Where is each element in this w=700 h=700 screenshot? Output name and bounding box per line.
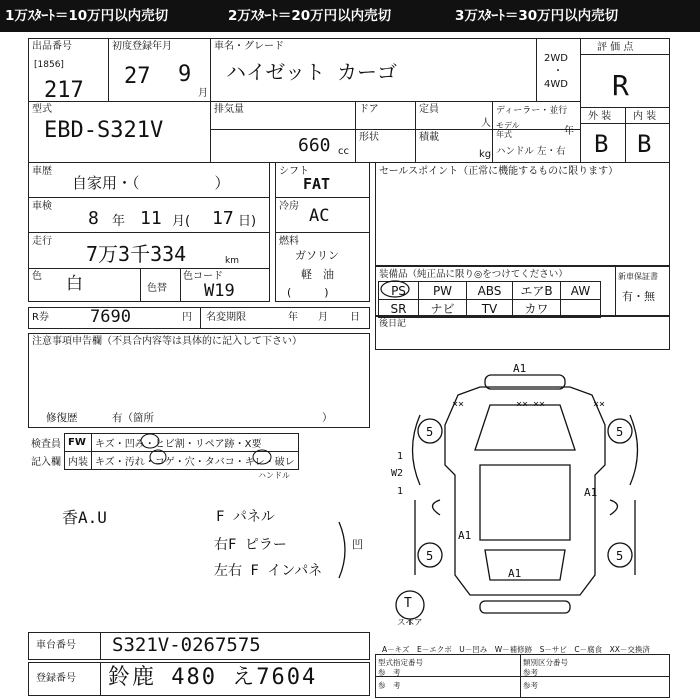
remark-line-4: 左右 F インパネ: [214, 563, 323, 579]
lot-label: 出品番号: [32, 41, 72, 52]
left-mirror: [433, 500, 441, 515]
windshield: [475, 405, 575, 450]
lot-sub: [1856]: [34, 60, 64, 70]
tire-front-right: 5: [616, 425, 624, 439]
fw-items: キズ・凹み・ヒビ割・リペア跡・X要: [92, 434, 299, 452]
equip-abs[interactable]: ABS: [467, 282, 513, 300]
new-warranty-label: 新車保証書: [618, 272, 658, 281]
shift-label: シフト: [279, 166, 309, 177]
reg-month: 9: [178, 62, 192, 87]
damage-a1-left: A1: [458, 529, 472, 542]
rear-window: [485, 550, 565, 580]
tire-front-left: 5: [426, 425, 434, 439]
remark-line-1: 香A.U: [62, 508, 107, 527]
spare-mark: T: [404, 596, 412, 611]
damage-xx-3: ××: [533, 399, 546, 410]
roof-panel: [480, 465, 570, 540]
displacement-value: 660: [298, 135, 331, 156]
fuel-paren: ( ): [287, 286, 329, 299]
shift-value: FAT: [303, 175, 331, 193]
damage-a1-right: A1: [584, 486, 598, 499]
name-change-label: 名変期限: [206, 312, 246, 323]
year-unit: 年: [564, 126, 574, 137]
shaken-year: 8: [88, 208, 99, 229]
equipment-table: [378, 281, 601, 318]
capacity-unit: 人: [481, 118, 491, 129]
plate-label: 登録番号: [36, 673, 76, 684]
color-label: 色: [32, 271, 42, 282]
load-label: 積載: [419, 132, 439, 143]
modelyear-label: モデル: [496, 121, 520, 130]
remark-line-2: F パネル: [216, 509, 275, 525]
spec-ref-4: 参考: [523, 681, 538, 690]
reg-year: 27: [124, 64, 151, 89]
fw-label: FW: [65, 434, 92, 452]
interior-items: キズ・汚れ・コゲ・穴・タバコ・キレ・破レ: [92, 452, 299, 470]
chassis-number: S321V-0267575: [112, 634, 261, 656]
reg-month-unit: 月: [198, 88, 208, 99]
recycle-label: R券: [32, 312, 49, 323]
model-label: 型式: [32, 104, 52, 115]
name-change-year-unit: 年: [288, 312, 298, 323]
score-value: R: [612, 69, 629, 102]
handle-note: ハンドル: [258, 471, 290, 480]
recycle-value: 7690: [90, 307, 131, 327]
car-body-outline: [445, 387, 605, 595]
interior-grade: B: [637, 130, 652, 158]
inspector-label: 検査員: [31, 439, 61, 450]
ps-circle-mark: [379, 279, 411, 299]
fuel-label: 燃料: [279, 236, 299, 247]
ac-label: 冷房: [279, 201, 299, 212]
interior-label: 内 装: [633, 111, 657, 122]
ac-value: AC: [309, 206, 330, 226]
car-name: ハイゼット カーゴ: [226, 60, 398, 84]
mileage-value: 7万3千334: [86, 242, 187, 266]
equipment-label: 装備品（純正品に限り◎をつけてください）: [379, 269, 568, 280]
damage-w2: W2: [391, 468, 404, 479]
name-label: 車名・グレード: [214, 41, 284, 52]
mileage-unit: km: [225, 256, 239, 266]
banner-item-2: 2万ｽﾀｰﾄ＝20万円以内売切: [228, 8, 392, 24]
right-mirror: [610, 500, 618, 515]
capacity-label: 定員: [419, 104, 439, 115]
handle-label: ハンドル 左・右: [496, 146, 566, 157]
equip-pw[interactable]: PW: [419, 282, 467, 300]
tire-rear-right: 5: [616, 549, 624, 563]
spec-ref-3: 参 考: [378, 681, 401, 690]
damage-xx-2: ××: [516, 399, 529, 410]
spec-type-label: 型式指定番号: [378, 658, 423, 667]
sales-point-block: [375, 162, 670, 266]
shaken-day: 17: [212, 208, 234, 229]
shaken-year-unit: 年: [112, 214, 126, 229]
model-value: EBD-S321V: [44, 118, 164, 143]
equip-tv[interactable]: TV: [467, 300, 513, 318]
color-value: 白: [66, 274, 83, 294]
chassis-label: 車台番号: [36, 640, 76, 651]
rear-bumper: [480, 601, 570, 613]
recycle-unit: 円: [182, 312, 192, 323]
damage-a1-top: A1: [513, 362, 527, 375]
color-code-value: W19: [204, 281, 235, 301]
history-label: 車歴: [32, 166, 52, 177]
remark-bracket-note: 凹: [352, 538, 363, 551]
equip-navi[interactable]: ナビ: [419, 300, 467, 318]
new-warranty-value[interactable]: 有・無: [622, 290, 655, 303]
shaken-label: 車検: [32, 201, 52, 212]
drive-4wd[interactable]: 4WD: [544, 79, 568, 90]
displacement-unit: cc: [338, 146, 349, 157]
history-value: 自家用・（ ）: [72, 174, 230, 192]
spec-ref-2: 参考: [523, 668, 538, 677]
color-code-label: 色コード: [183, 271, 223, 282]
tire-rear-left: 5: [426, 549, 434, 563]
lot-number: 217: [44, 78, 84, 103]
inspection-circle-marks: [130, 432, 290, 468]
banner-item-3: 3万ｽﾀｰﾄ＝30万円以内売切: [455, 8, 619, 24]
name-change-day-unit: 日: [350, 312, 360, 323]
door-label: ドア: [359, 104, 379, 115]
spec-class-label: 類別区分番号: [523, 658, 568, 667]
conditions-banner: [0, 0, 700, 32]
equip-aw[interactable]: AW: [561, 282, 601, 300]
equip-ps[interactable]: PS: [379, 282, 419, 300]
fuel-diesel: 軽 油: [301, 268, 334, 281]
interior-row-label: 内装: [65, 452, 92, 470]
load-unit: kg: [479, 149, 492, 160]
damage-a1-bottom: A1: [508, 567, 522, 580]
shaken-day-unit: 日): [238, 214, 257, 229]
drive-2wd[interactable]: 2WD: [544, 53, 568, 64]
entry-label: 記入欄: [31, 457, 61, 468]
shaken-month: 11: [140, 208, 162, 229]
repair-history-value: 有（箇所 ）: [112, 412, 333, 424]
banner-item-1: 1万ｽﾀｰﾄ＝10万円以内売切: [5, 8, 169, 24]
damage-w2-b: 1: [397, 486, 404, 497]
remark-line-3: 右F ピラー: [214, 537, 287, 553]
equip-sr[interactable]: SR: [379, 300, 419, 318]
exterior-label: 外 装: [588, 111, 612, 122]
dealer-label: ディーラー・並行: [496, 106, 568, 116]
plate-number: 鈴鹿 480 え7604: [108, 665, 318, 690]
modelyear-label2: 年式: [496, 130, 512, 139]
damage-u-left: 1: [397, 451, 404, 462]
fuel-gasoline: ガソリン: [295, 249, 339, 262]
notes-label: 注意事項申告欄（不具合内容等は具体的に記入して下さい）: [32, 336, 302, 347]
reg-label: 初度登録年月: [112, 41, 172, 52]
equip-leather[interactable]: カワ: [513, 300, 561, 318]
shaken-month-unit: 月(: [172, 214, 191, 229]
after-note-block: [375, 316, 670, 350]
damage-xx-1: ××: [452, 399, 465, 410]
damage-legend: A－キズ E－エクボ U－凹み W－補修跡 S－サビ C－腐食 XX－交換済: [382, 645, 650, 654]
shape-label: 形状: [359, 132, 379, 143]
color-change-label: 色替: [147, 283, 167, 294]
drive-dot: ・: [553, 66, 563, 77]
score-label: 評 価 点: [597, 42, 634, 53]
name-change-month-unit: 月: [318, 312, 328, 323]
repair-history-label: 修復歴: [46, 412, 78, 424]
exterior-grade: B: [594, 130, 609, 158]
mileage-label: 走行: [32, 236, 52, 247]
damage-xx-4: ××: [593, 399, 606, 410]
displacement-label: 排気量: [214, 104, 244, 115]
spare-label: スペア: [397, 618, 423, 628]
sales-point-label: セールスポイント（正常に機能するものに限ります）: [379, 166, 619, 177]
after-note-label: 後日記: [379, 319, 407, 329]
spec-ref-1: 参 考: [378, 668, 401, 677]
equip-airbag[interactable]: エアB: [513, 282, 561, 300]
